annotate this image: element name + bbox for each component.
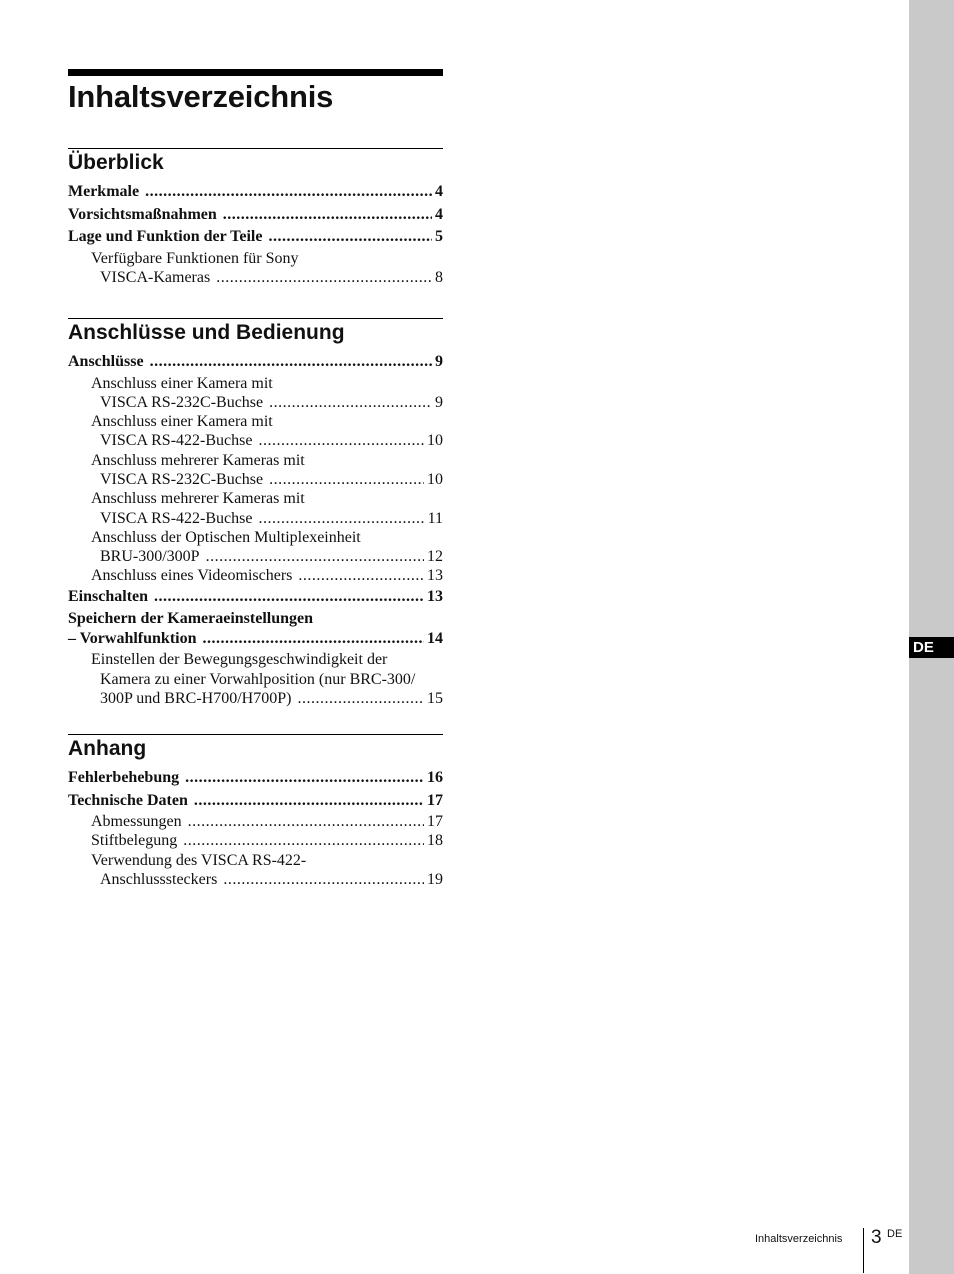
toc-entry-page: 11 xyxy=(427,509,443,527)
title-rule xyxy=(68,69,443,76)
section-heading: Überblick xyxy=(68,151,164,174)
toc-entry-title: Verwendung des VISCA RS-422- xyxy=(91,851,307,869)
toc-entry-title-cont: VISCA RS-232C-Buchse xyxy=(100,393,264,411)
toc-section-appendix xyxy=(68,734,443,889)
toc-entry[interactable] xyxy=(68,566,443,585)
toc-entry-page: 9 xyxy=(435,353,443,370)
leader-dots xyxy=(297,689,424,708)
toc-entry-page: 14 xyxy=(427,629,443,647)
section-heading: Anhang xyxy=(68,737,147,760)
toc-entry[interactable] xyxy=(68,374,443,393)
toc-entry-page: 19 xyxy=(427,870,443,888)
toc-entry[interactable] xyxy=(68,351,443,374)
toc-entry-page: 17 xyxy=(427,791,443,809)
leader-dots xyxy=(269,393,432,412)
toc-entry[interactable] xyxy=(68,650,443,669)
toc-entry-page: 17 xyxy=(427,813,443,830)
toc-entry[interactable] xyxy=(68,226,443,249)
toc-entry-title: Vorsichtsmaßnahmen xyxy=(68,205,217,223)
toc-entry-title: Fehlerbehebung xyxy=(68,769,180,786)
toc-entry-continued[interactable] xyxy=(68,509,443,528)
toc-entry[interactable] xyxy=(68,249,443,268)
toc-list xyxy=(68,181,443,287)
leader-dots xyxy=(150,351,432,374)
toc-entry-title: Anschlüsse xyxy=(68,353,144,370)
toc-entry-title: Stiftbelegung xyxy=(91,832,178,850)
toc-entry-title: Anschluss einer Kamera mit xyxy=(91,374,273,392)
toc-list xyxy=(68,767,443,889)
leader-dots xyxy=(258,431,424,450)
toc-entry-title: Anschluss einer Kamera mit xyxy=(91,413,273,431)
page-title: Inhaltsverzeichnis xyxy=(68,79,334,114)
toc-entry-title-cont: VISCA RS-422-Buchse xyxy=(100,509,253,527)
toc-entry-title: Einschalten xyxy=(68,587,149,605)
toc-entry[interactable] xyxy=(68,204,443,227)
toc-entry-continued[interactable] xyxy=(68,268,443,287)
leader-dots xyxy=(206,547,424,566)
toc-entry-title: Anschluss mehrerer Kameras mit xyxy=(91,451,305,469)
leader-dots xyxy=(258,509,424,528)
toc-entry-continued[interactable] xyxy=(68,870,443,889)
leader-dots xyxy=(268,226,432,249)
toc-list xyxy=(68,351,443,708)
toc-entry[interactable] xyxy=(68,412,443,431)
language-tab: DE xyxy=(909,637,954,658)
toc-entry-title-cont: BRU-300/300P xyxy=(100,548,200,566)
section-heading: Anschlüsse und Bedienung xyxy=(68,321,345,344)
leader-dots xyxy=(298,566,424,585)
toc-entry-title-cont: Kamera zu einer Vorwahlposition (nur BRC-300/ xyxy=(100,670,416,688)
toc-entry-page: 16 xyxy=(427,769,443,786)
toc-entry-page: 9 xyxy=(435,393,443,411)
toc-entry-title: Speichern der Kameraeinstellungen xyxy=(68,610,314,628)
toc-entry-page: 10 xyxy=(427,432,443,450)
leader-dots xyxy=(216,268,432,287)
toc-entry-title: Anschluss eines Videomischers xyxy=(91,567,293,585)
toc-entry-title-cont: VISCA RS-422-Buchse xyxy=(100,432,253,450)
leader-dots xyxy=(223,204,432,227)
toc-entry-page: 12 xyxy=(427,548,443,566)
toc-entry[interactable] xyxy=(68,767,443,790)
toc-entry-continued[interactable] xyxy=(68,393,443,412)
toc-entry-title: Merkmale xyxy=(68,183,140,200)
toc-entry-title: Verfügbare Funktionen für Sony xyxy=(91,249,299,267)
toc-entry-page: 10 xyxy=(427,470,443,488)
leader-dots xyxy=(185,767,424,790)
toc-entry-title-cont: – Vorwahlfunktion xyxy=(68,629,197,647)
toc-entry-title: Technische Daten xyxy=(68,791,188,809)
toc-entry[interactable] xyxy=(68,790,443,813)
toc-entry-title-cont: VISCA RS-232C-Buchse xyxy=(100,470,264,488)
toc-entry-page: 13 xyxy=(427,587,443,605)
toc-entry[interactable] xyxy=(68,586,443,609)
toc-entry-page: 5 xyxy=(435,228,443,245)
toc-entry[interactable] xyxy=(68,528,443,547)
toc-section-connections xyxy=(68,318,443,708)
footer-divider xyxy=(863,1228,864,1273)
leader-dots xyxy=(145,181,432,204)
leader-dots xyxy=(203,628,425,651)
toc-entry[interactable] xyxy=(68,181,443,204)
leader-dots xyxy=(269,470,424,489)
leader-dots xyxy=(223,870,424,889)
toc-entry-title: Lage und Funktion der Teile xyxy=(68,228,263,245)
toc-entry-page: 4 xyxy=(435,183,443,200)
toc-entry-page: 15 xyxy=(427,689,443,707)
toc-entry-title-cont: 300P und BRC-H700/H700P) xyxy=(100,689,292,707)
toc-entry-continued[interactable] xyxy=(68,670,443,689)
toc-entry[interactable] xyxy=(68,851,443,870)
toc-entry-continued[interactable] xyxy=(68,431,443,450)
toc-entry-page: 13 xyxy=(427,567,443,585)
toc-entry-title-cont: Anschlusssteckers xyxy=(100,870,218,888)
toc-entry-continued[interactable] xyxy=(68,547,443,566)
toc-entry-title: Anschluss mehrerer Kameras mit xyxy=(91,490,305,508)
toc-section-overview xyxy=(68,148,443,287)
toc-entry-title: Anschluss der Optischen Multiplexeinheit xyxy=(91,528,361,546)
toc-entry-page: 8 xyxy=(435,268,443,286)
footer-label: Inhaltsverzeichnis xyxy=(755,1233,843,1245)
toc-entry-continued[interactable] xyxy=(68,689,443,708)
toc-entry-title: Einstellen der Bewegungsgeschwindigkeit der xyxy=(91,651,388,669)
toc-entry-page: 4 xyxy=(435,205,443,223)
toc-entry-continued[interactable] xyxy=(68,470,443,489)
leader-dots xyxy=(183,831,424,850)
leader-dots xyxy=(188,812,424,831)
toc-entry[interactable] xyxy=(68,489,443,508)
toc-entry[interactable] xyxy=(68,812,443,831)
page-number: 3 xyxy=(871,1227,882,1248)
page-lang: DE xyxy=(887,1228,903,1240)
toc-entry-page: 18 xyxy=(427,832,443,850)
toc-entry-continued[interactable] xyxy=(68,628,443,651)
toc-entry[interactable] xyxy=(68,831,443,850)
toc-entry[interactable] xyxy=(68,451,443,470)
toc-entry-title-cont: VISCA-Kameras xyxy=(100,268,211,286)
leader-dots xyxy=(154,586,424,609)
toc-entry-title: Abmessungen xyxy=(91,813,182,830)
leader-dots xyxy=(194,790,424,813)
